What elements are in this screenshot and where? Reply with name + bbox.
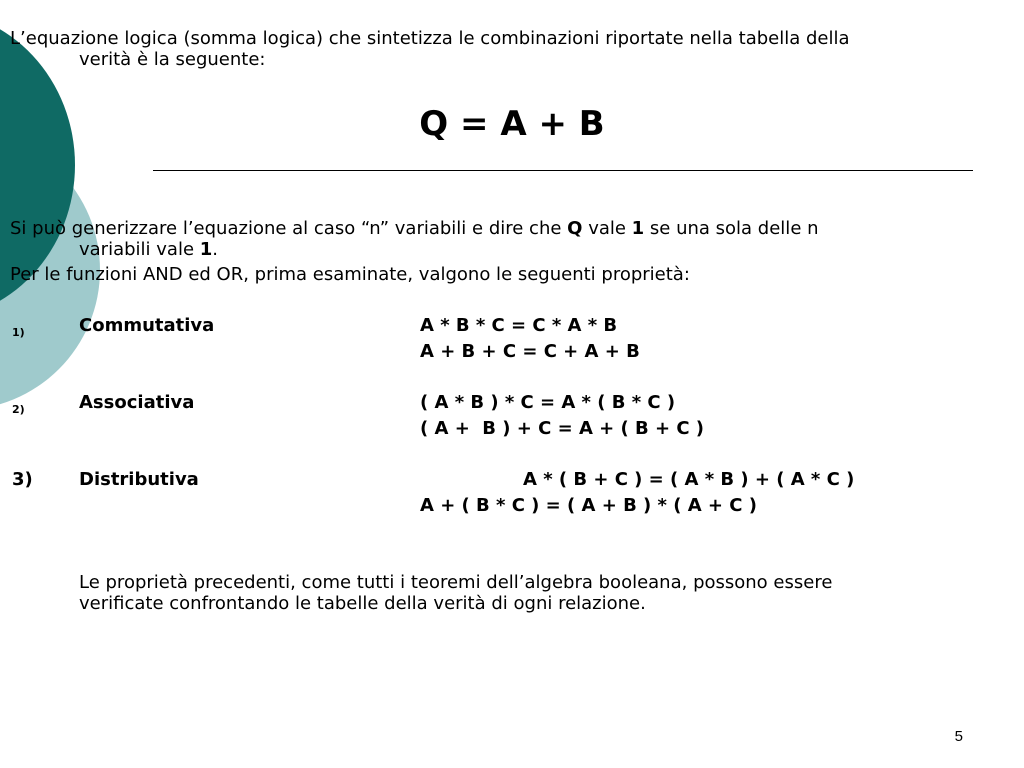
property-equation-1: ( A * B ) * C = A * ( B * C ) (420, 392, 676, 413)
generalize-text-5: . (212, 239, 219, 260)
property-number: 1) (12, 326, 25, 339)
generalize-text-3: se una sola delle n (644, 218, 819, 239)
intro-line-2: verità è la seguente: (79, 49, 266, 70)
property-number: 3) (12, 469, 33, 490)
closing-paragraph (79, 572, 999, 614)
intro-line-1: L’equazione logica (somma logica) che sintetizza le combinazioni riportate nella tabella della (10, 28, 850, 49)
property-name: Distributiva (79, 469, 199, 490)
property-equation-2: A + ( B * C ) = ( A + B ) * ( A + C ) (420, 495, 757, 516)
divider-line (153, 170, 973, 171)
generalize-text-2: vale (582, 218, 632, 239)
property-equation-2: A + B + C = C + A + B (420, 341, 640, 362)
closing-line-2: verificate confrontando le tabelle della verità di ogni relazione. (79, 593, 646, 614)
main-equation: Q = A + B (419, 104, 605, 144)
generalize-q: Q (567, 218, 583, 239)
generalize-paragraph (10, 218, 1005, 260)
generalize-one-b: 1 (199, 239, 213, 260)
generalize-text-1: Si può generizzare l’equazione al caso “n” variabili e dire che (10, 218, 568, 239)
property-name: Commutativa (79, 315, 215, 336)
property-equation-1: A * ( B + C ) = ( A * B ) + ( A * C ) (523, 469, 855, 490)
property-name: Associativa (79, 392, 195, 413)
closing-line-1: Le proprietà precedenti, come tutti i teoremi dell’algebra booleana, possono essere (79, 572, 833, 593)
generalize-text-4: variabili vale (79, 239, 200, 260)
intro-paragraph (10, 28, 1005, 70)
generalize-one-a: 1 (631, 218, 645, 239)
property-number: 2) (12, 403, 25, 416)
properties-intro: Per le funzioni AND ed OR, prima esaminate, valgono le seguenti proprietà: (10, 264, 690, 285)
property-equation-1: A * B * C = C * A * B (420, 315, 618, 336)
property-equation-2: ( A + B ) + C = A + ( B + C ) (420, 418, 705, 439)
page-number: 5 (954, 728, 963, 745)
